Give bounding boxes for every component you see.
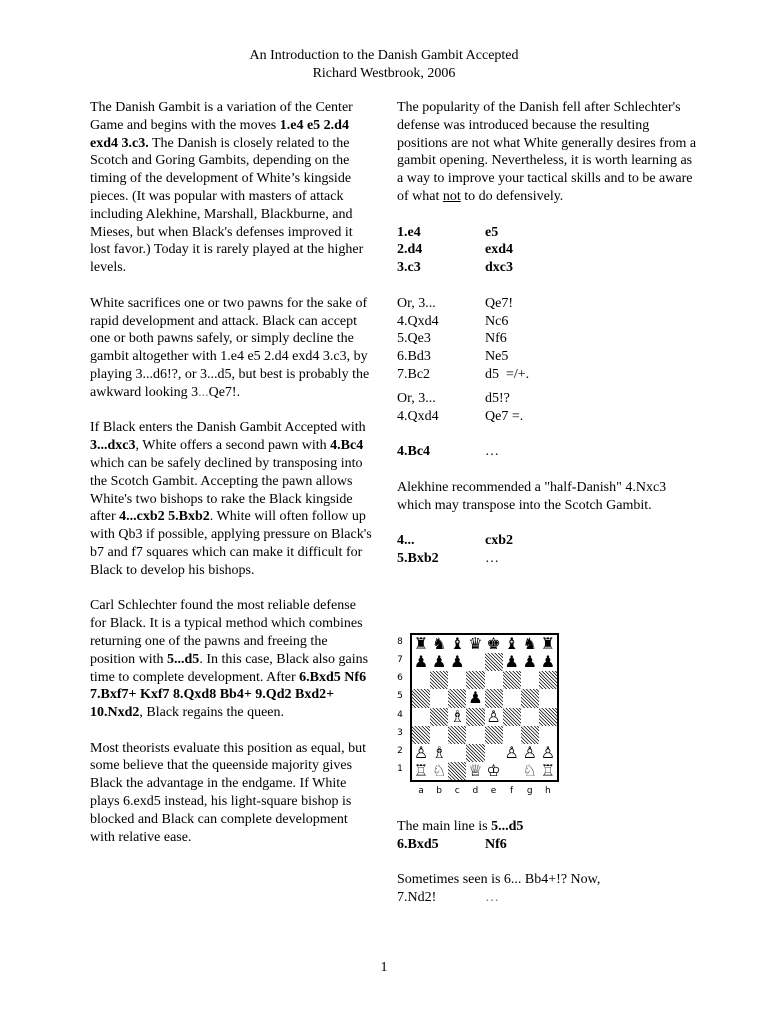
black-move: … xyxy=(485,444,499,460)
main-line-text xyxy=(397,818,697,836)
rank-label: 2 xyxy=(397,745,403,756)
rank-label: 4 xyxy=(397,709,403,720)
move-row xyxy=(397,532,697,550)
board-square xyxy=(539,726,557,744)
board-square xyxy=(521,726,539,744)
black-move: e5 xyxy=(485,224,499,240)
variation-qe7 xyxy=(397,295,697,384)
black-move: Qe7 =. xyxy=(485,408,524,424)
board-square xyxy=(539,689,557,707)
board-square xyxy=(466,653,484,671)
move-row xyxy=(397,443,697,461)
moves-bold: 5...d5 xyxy=(491,819,524,834)
moves-bold: 6.Bxd5 Nf6 7.Bxf7+ Kxf7 8.Qxd8 Bb4+ 9.Qd2 Bxd2+ 10.Nxd2 xyxy=(90,669,367,721)
chess-piece: ♙ xyxy=(413,742,429,762)
text: White sacrifices one or two pawns for the sake of rapid development and attack. Black can accept one or both pawns safely, or simply decline the gambit altogether with 1.e4 e5 2.d4 exd4 3.c3, by playing 3...d6!?, or 3...d5, but best is probably the awkward looking 3 xyxy=(90,295,370,400)
board-square xyxy=(521,671,539,689)
board-square xyxy=(503,689,521,707)
moves-bold: 4...cxb2 5.Bxb2 xyxy=(119,509,210,525)
chess-piece: ♖ xyxy=(540,760,556,780)
chess-piece: ♟ xyxy=(522,652,537,672)
sacrifice-paragraph xyxy=(90,295,375,402)
text: which can be safely declined by transposing into the Scotch Gambit. Accepting the pawn allows White's two bishops to rake the Black kingside after xyxy=(90,455,363,525)
move-row xyxy=(397,366,697,384)
schlechter-paragraph xyxy=(90,597,375,722)
board-square xyxy=(448,726,466,744)
move-row xyxy=(397,330,697,348)
white-move: 4.Bc4 xyxy=(397,444,431,460)
chess-piece: ♟ xyxy=(540,652,556,672)
white-move: 7.Nd2! xyxy=(397,890,437,906)
chess-piece: ♘ xyxy=(522,760,537,780)
black-move: Qe7! xyxy=(485,295,513,311)
document-author: Richard Westbrook, 2006 xyxy=(312,66,456,81)
file-label: h xyxy=(545,786,551,796)
chess-piece: ♔ xyxy=(486,760,501,780)
text: The Danish Gambit is a variation of the Center Game and begins with the moves xyxy=(90,100,353,133)
board-square xyxy=(466,726,484,744)
white-move: 1.e4 xyxy=(397,224,421,240)
white-move: Or, 3... xyxy=(397,390,436,406)
white-move: 4... xyxy=(397,533,415,549)
white-move: Or, 3... xyxy=(397,295,436,311)
white-move: 6.Bxd5 xyxy=(397,836,439,852)
board-square xyxy=(430,708,448,726)
move-row xyxy=(397,348,697,366)
accepted-paragraph xyxy=(90,419,375,579)
file-label: f xyxy=(510,786,514,796)
file-label: e xyxy=(490,786,497,796)
chess-piece: ♞ xyxy=(432,634,447,654)
text: , White offers a second pawn with xyxy=(135,438,331,454)
intro-paragraph xyxy=(90,99,375,277)
rank-label: 1 xyxy=(397,763,403,774)
chess-piece: ♜ xyxy=(540,634,556,654)
white-move: 5.Bxb2 xyxy=(397,550,439,566)
document-title: An Introduction to the Danish Gambit Accepted xyxy=(249,48,519,63)
move-row xyxy=(397,836,697,854)
board-square xyxy=(430,671,448,689)
black-move: … xyxy=(485,550,499,566)
board-square xyxy=(485,726,503,744)
chess-piece: ♟ xyxy=(413,652,429,672)
main-moves xyxy=(397,224,697,277)
chess-piece: ♟ xyxy=(504,652,519,672)
white-move: 3.c3 xyxy=(397,260,421,276)
rank-label: 5 xyxy=(397,691,403,702)
chess-diagram xyxy=(395,631,565,801)
board-square xyxy=(521,689,539,707)
board-square xyxy=(430,726,448,744)
board-square xyxy=(503,671,521,689)
text: . White will often follow up with Qb3 if possible, applying pressure on Black's b7 and f7 squares which can make it difficult for Black to develop his bishops. xyxy=(90,509,372,578)
board-square xyxy=(539,671,557,689)
chess-piece: ♙ xyxy=(540,742,556,762)
chess-piece: ♖ xyxy=(413,760,429,780)
chess-piece: ♙ xyxy=(504,742,519,762)
black-move: exd4 xyxy=(485,242,513,258)
chess-piece: ♟ xyxy=(468,688,483,708)
black-move: d5 =/+. xyxy=(485,366,530,382)
text: to do defensively. xyxy=(460,188,564,204)
board-square xyxy=(448,744,466,762)
white-move: 4.Qxd4 xyxy=(397,408,439,424)
board-square xyxy=(412,689,430,707)
text: . In this case, Black also gains time to complete development. After xyxy=(90,651,369,685)
move-row xyxy=(397,224,697,242)
moves-bold: 5...d5 xyxy=(167,651,200,667)
move-row xyxy=(397,550,697,568)
chess-piece: ♛ xyxy=(468,634,483,654)
black-move: Nf6 xyxy=(485,836,507,852)
chess-piece: ♚ xyxy=(486,634,501,654)
board-square xyxy=(466,744,484,762)
theorists-paragraph: Most theorists evaluate this position as equal, but some believe that the queenside majority gives Black the advantage in the endgame. If White plays 6.exd5 instead, his light-square bishop is blocked and Black can complete development with relative ease. xyxy=(90,740,367,845)
board-square xyxy=(412,671,430,689)
chess-piece: ♗ xyxy=(450,706,465,726)
white-move: 6.Bd3 xyxy=(397,349,431,365)
chess-piece: ♗ xyxy=(432,742,447,762)
left-column xyxy=(90,99,375,864)
black-move: Nf6 xyxy=(485,331,507,347)
chess-piece: ♕ xyxy=(468,760,483,780)
board-square xyxy=(521,708,539,726)
text: , Black regains the queen. xyxy=(139,705,285,721)
board-square xyxy=(485,671,503,689)
file-label: a xyxy=(418,786,424,796)
black-move: cxb2 xyxy=(485,533,513,549)
file-label: b xyxy=(436,786,442,796)
rank-label: 7 xyxy=(397,655,403,666)
text: The main line is xyxy=(397,819,492,834)
file-label: c xyxy=(454,786,460,796)
ellipsis: ... xyxy=(198,384,209,400)
ellipsis: … xyxy=(485,890,499,906)
move-four xyxy=(397,443,697,461)
chess-piece: ♜ xyxy=(413,634,429,654)
chess-piece: ♝ xyxy=(450,634,465,654)
rank-label: 3 xyxy=(397,727,403,738)
moves-bold: 4.Bc4 xyxy=(330,438,364,454)
file-label: d xyxy=(472,786,479,796)
move-row xyxy=(397,889,697,907)
board-square xyxy=(448,762,466,780)
board-square xyxy=(412,708,430,726)
white-move: 5.Qe3 xyxy=(397,331,431,347)
variation-d5 xyxy=(397,390,697,426)
board-square xyxy=(485,653,503,671)
board-square xyxy=(412,726,430,744)
rank-label: 8 xyxy=(397,637,403,647)
board-square xyxy=(503,726,521,744)
move-row xyxy=(397,259,697,277)
main-line-section xyxy=(397,818,697,907)
text: If Black enters the Danish Gambit Accepted with xyxy=(90,420,366,436)
board-square xyxy=(430,689,448,707)
black-move: Nc6 xyxy=(485,313,509,329)
rank-label: 6 xyxy=(397,673,403,684)
board-square xyxy=(466,671,484,689)
white-move: 4.Qxd4 xyxy=(397,313,439,329)
move-row xyxy=(397,241,697,259)
chess-board xyxy=(410,633,559,782)
board-square xyxy=(539,708,557,726)
move-row xyxy=(397,313,697,331)
white-move: 7.Bc2 xyxy=(397,366,431,382)
moves-bold: 1.e4 e5 2.d4 exd4 3.c3. xyxy=(90,117,349,151)
move-row xyxy=(397,295,697,313)
chess-piece: ♝ xyxy=(504,634,519,654)
board-square xyxy=(466,708,484,726)
sometimes-line: Sometimes seen is 6... Bb4+!? Now, xyxy=(397,872,601,888)
chess-piece: ♟ xyxy=(450,652,465,672)
chess-piece: ♞ xyxy=(522,634,537,654)
moves-bold: 3...dxc3 xyxy=(90,438,136,454)
text: The popularity of the Danish fell after Schlechter's defense was introduced because the resulting positions are not what White generally desires from a gambit opening. Nevertheless, it is worth learning as a way to improve your tactical skills and to be aware of what xyxy=(397,100,697,204)
move-row xyxy=(397,390,697,408)
alekhine-paragraph: Alekhine recommended a "half-Danish" 4.Nxc3 which may transpose into the Scotch Gambit. xyxy=(397,479,667,513)
right-column xyxy=(397,99,697,586)
move-row xyxy=(397,408,697,426)
page-number: 1 xyxy=(380,960,388,975)
black-move: d5!? xyxy=(485,390,510,406)
white-move: 2.d4 xyxy=(397,242,423,258)
board-square xyxy=(503,708,521,726)
board-square xyxy=(485,744,503,762)
text: Qe7!. xyxy=(208,384,241,400)
underlined-word: not xyxy=(442,188,461,204)
board-square xyxy=(485,689,503,707)
chess-piece: ♙ xyxy=(522,742,537,762)
board-square xyxy=(448,689,466,707)
text: Carl Schlechter found the most reliable defense for Black. It is a typical method which combines returning one of the pawns and freeing the position with xyxy=(90,598,363,667)
black-move: dxc3 xyxy=(485,260,513,276)
chess-piece: ♙ xyxy=(486,706,501,726)
chess-piece: ♘ xyxy=(432,760,447,780)
file-label: g xyxy=(526,786,533,796)
popularity-paragraph xyxy=(397,99,697,206)
board-square xyxy=(448,671,466,689)
document-header xyxy=(0,47,768,83)
board-square xyxy=(503,762,521,780)
black-move: Ne5 xyxy=(485,349,509,365)
text: The Danish is closely related to the Scotch and Goring Gambits, depending on the timing of the development of White’s kingside pieces. (It was popular with masters of attack including Alekhine, Marshall, Blackburne, and Mieses, but when Black's defenses improved it lost favor.) Today it is rarely played at the higher levels. xyxy=(90,135,364,276)
moves-five xyxy=(397,532,697,568)
chess-piece: ♟ xyxy=(432,652,447,672)
